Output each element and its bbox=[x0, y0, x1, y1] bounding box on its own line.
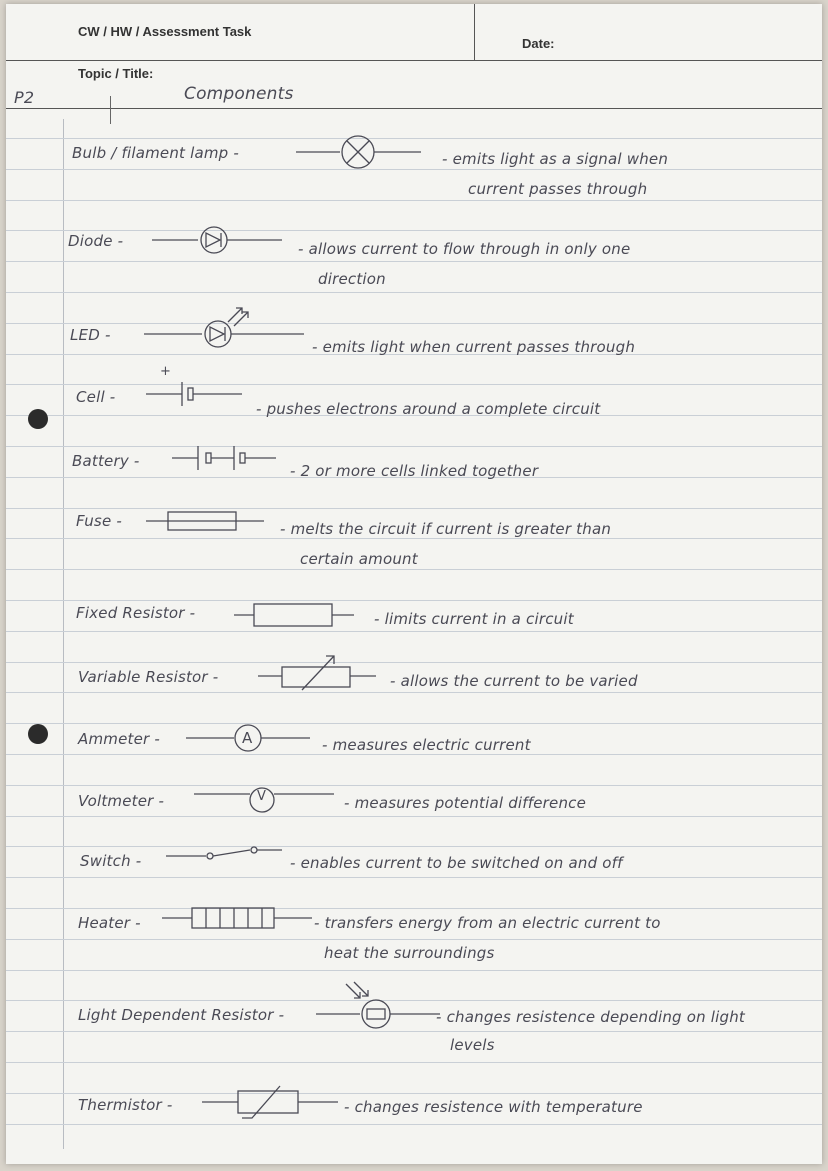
lamp-symbol bbox=[296, 136, 426, 170]
led-symbol bbox=[144, 302, 304, 348]
ruled-line bbox=[6, 631, 822, 632]
date-label: Date: bbox=[522, 36, 555, 51]
component-name: LED - bbox=[70, 326, 111, 344]
component-desc-line2: levels bbox=[450, 1036, 495, 1054]
ammeter-letter: A bbox=[242, 729, 253, 747]
margin-line bbox=[63, 119, 64, 1149]
ruled-line bbox=[6, 723, 822, 724]
ruled-line bbox=[6, 754, 822, 755]
heater-symbol bbox=[162, 906, 312, 930]
component-name: Bulb / filament lamp - bbox=[72, 144, 239, 162]
component-name: Variable Resistor - bbox=[78, 668, 219, 686]
ruled-line bbox=[6, 600, 822, 601]
variable-resistor-symbol bbox=[258, 652, 378, 692]
punch-hole-bottom bbox=[28, 724, 48, 744]
voltmeter-letter: V bbox=[257, 789, 267, 804]
component-name: Fixed Resistor - bbox=[76, 604, 196, 622]
component-name: Ammeter - bbox=[78, 730, 160, 748]
ruled-line bbox=[6, 230, 822, 231]
ruled-line bbox=[6, 908, 822, 909]
worksheet-page bbox=[6, 4, 822, 1164]
date-header-cell bbox=[474, 4, 822, 61]
component-name: Diode - bbox=[68, 232, 124, 250]
ruled-line bbox=[6, 1031, 822, 1032]
component-desc-line1: - 2 or more cells linked together bbox=[290, 462, 539, 480]
ruled-line bbox=[6, 508, 822, 509]
ruled-line bbox=[6, 692, 822, 693]
ruled-line bbox=[6, 292, 822, 293]
ruled-line bbox=[6, 569, 822, 570]
component-desc-line1: - limits current in a circuit bbox=[374, 610, 574, 628]
fixed-resistor-symbol bbox=[234, 602, 354, 628]
ruled-line bbox=[6, 384, 822, 385]
ruled-line bbox=[6, 816, 822, 817]
component-desc-line2: current passes through bbox=[468, 180, 648, 198]
ruled-line bbox=[6, 1062, 822, 1063]
component-name: Voltmeter - bbox=[78, 792, 165, 810]
component-desc-line1: - emits light as a signal when bbox=[442, 150, 669, 168]
thermistor-symbol bbox=[202, 1084, 338, 1120]
ruled-line bbox=[6, 200, 822, 201]
component-desc-line1: - allows current to flow through in only one bbox=[298, 240, 631, 258]
header-divider bbox=[6, 108, 822, 109]
fuse-symbol bbox=[146, 510, 264, 532]
ruled-line bbox=[6, 785, 822, 786]
component-name: Cell - bbox=[76, 388, 116, 406]
component-desc-line1: - enables current to be switched on and off bbox=[290, 854, 623, 872]
component-name: Thermistor - bbox=[78, 1096, 173, 1114]
component-desc-line1: - changes resistence with temperature bbox=[344, 1098, 643, 1116]
cell-plus-mark: + bbox=[160, 364, 172, 379]
ruled-line bbox=[6, 662, 822, 663]
component-desc-line1: - transfers energy from an electric current to bbox=[314, 914, 661, 932]
component-name: Fuse - bbox=[76, 512, 122, 530]
cell-symbol bbox=[146, 382, 242, 406]
ruled-line bbox=[6, 877, 822, 878]
topic-value: Components bbox=[184, 84, 294, 104]
ruled-line bbox=[6, 1124, 822, 1125]
ruled-line bbox=[6, 970, 822, 971]
component-desc-line1: - allows the current to be varied bbox=[390, 672, 638, 690]
ruled-line bbox=[6, 538, 822, 539]
ruled-line bbox=[6, 939, 822, 940]
topic-label: Topic / Title: bbox=[78, 66, 154, 81]
diode-symbol bbox=[152, 226, 282, 256]
component-desc-line2: heat the surroundings bbox=[324, 944, 495, 962]
ruled-line bbox=[6, 846, 822, 847]
margin-tick bbox=[110, 96, 111, 124]
component-desc-line2: certain amount bbox=[300, 550, 418, 568]
component-name: Battery - bbox=[72, 452, 140, 470]
task-header-cell bbox=[6, 4, 475, 61]
component-desc-line1: - measures electric current bbox=[322, 736, 531, 754]
page-mark: P2 bbox=[14, 88, 35, 107]
component-name: Switch - bbox=[80, 852, 142, 870]
ruled-line bbox=[6, 1093, 822, 1094]
switch-symbol bbox=[166, 846, 282, 866]
component-desc-line1: - pushes electrons around a complete circuit bbox=[256, 400, 601, 418]
component-desc-line1: - emits light when current passes through bbox=[312, 338, 636, 356]
component-desc-line2: direction bbox=[318, 270, 386, 288]
ldr-symbol bbox=[316, 980, 440, 1028]
battery-symbol bbox=[172, 446, 276, 470]
component-desc-line1: - melts the circuit if current is greater than bbox=[280, 520, 612, 538]
punch-hole-top bbox=[28, 409, 48, 429]
ruled-line bbox=[6, 323, 822, 324]
task-label: CW / HW / Assessment Task bbox=[78, 24, 252, 39]
component-name: Light Dependent Resistor - bbox=[78, 1006, 285, 1024]
component-desc-line1: - changes resistence depending on light bbox=[436, 1008, 746, 1026]
component-name: Heater - bbox=[78, 914, 141, 932]
component-desc-line1: - measures potential difference bbox=[344, 794, 587, 812]
ruled-line bbox=[6, 261, 822, 262]
ruled-line bbox=[6, 446, 822, 447]
